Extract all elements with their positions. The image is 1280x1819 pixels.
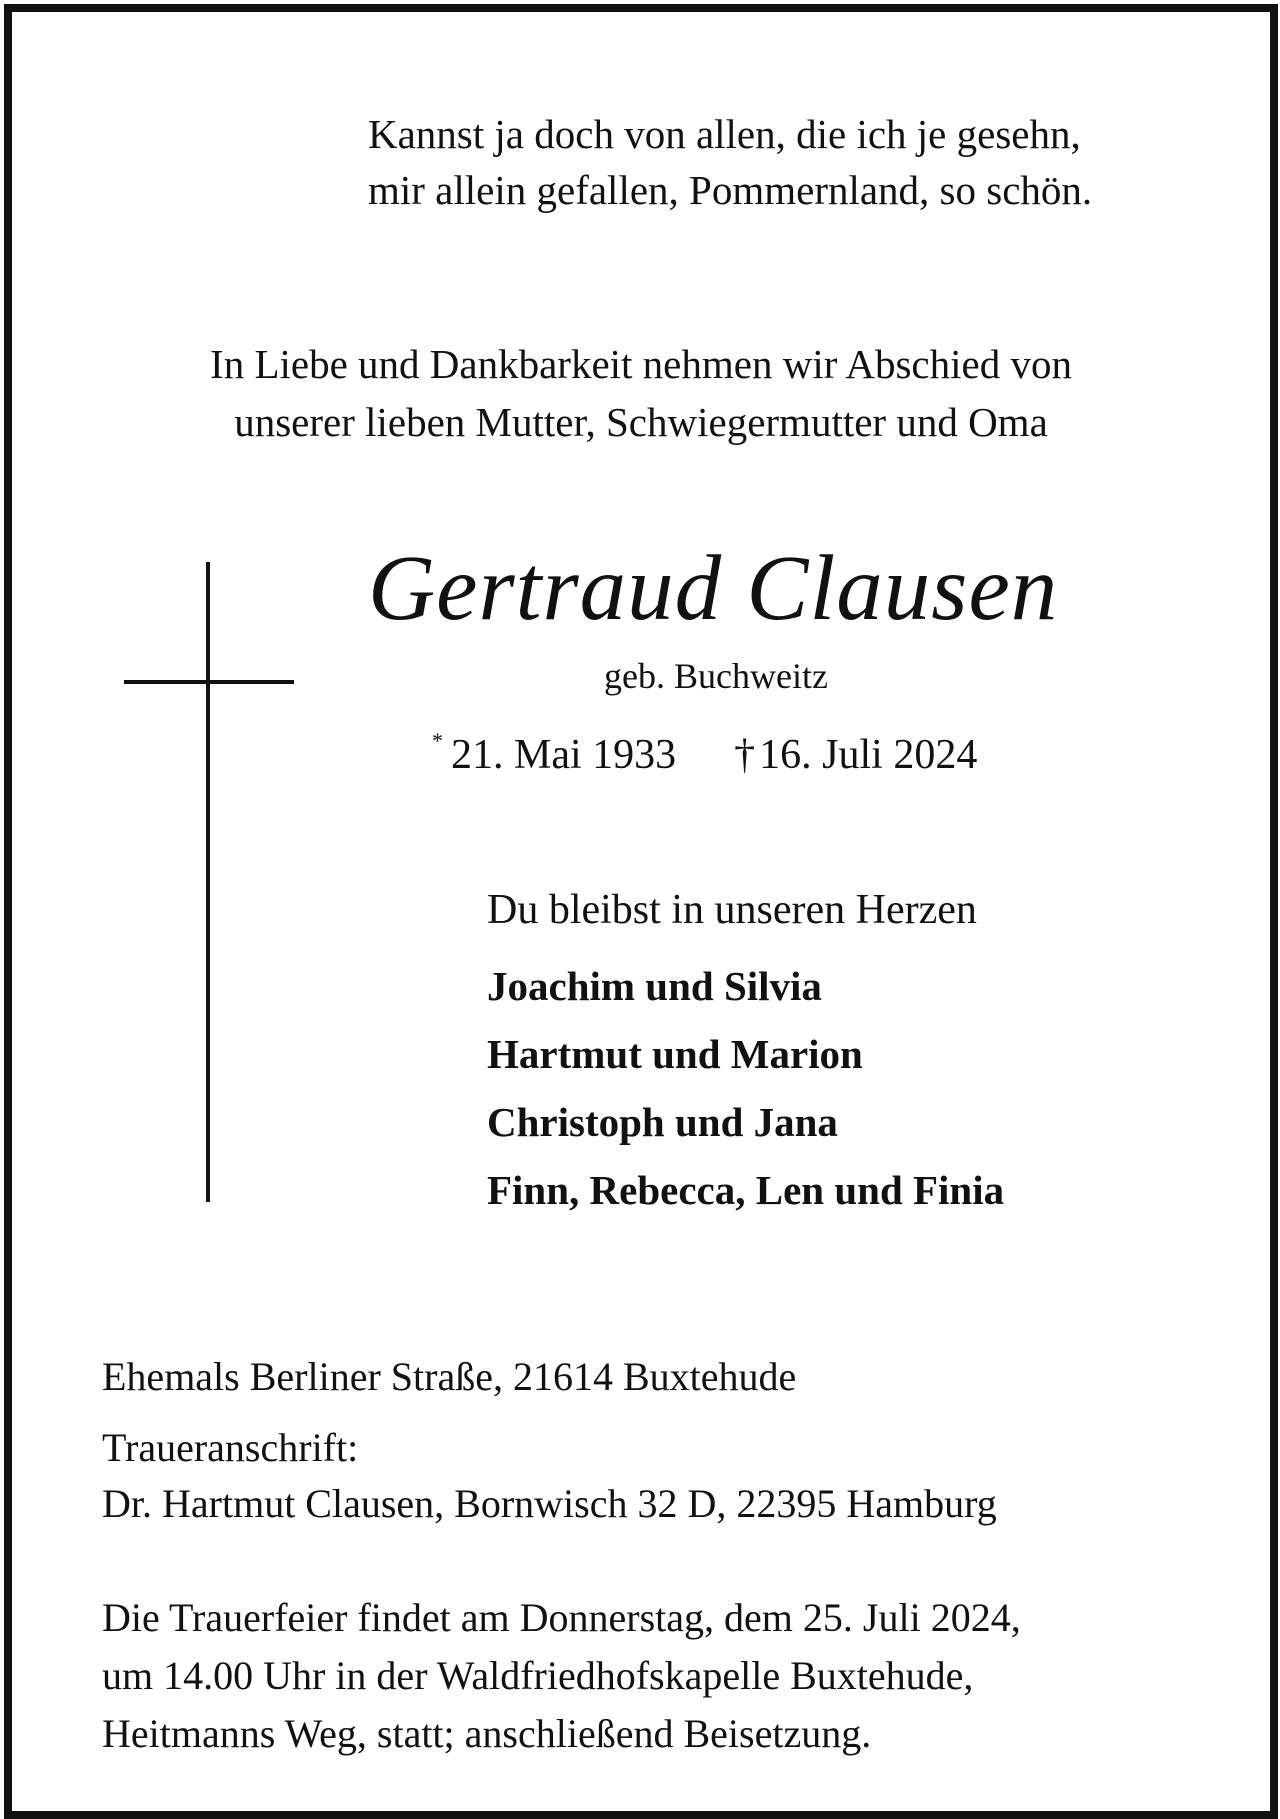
family-member: Hartmut und Marion — [487, 1031, 863, 1077]
birth-star-icon: * — [432, 728, 443, 753]
deceased-name: Gertraud Clausen — [368, 537, 1059, 640]
family-member: Finn, Rebecca, Len und Finia — [487, 1167, 1005, 1213]
maiden-name: geb. Buchweitz — [604, 656, 828, 696]
cross-icon-beam — [124, 680, 294, 684]
life-dates — [432, 728, 978, 778]
death-date: 16. Juli 2024 — [759, 732, 978, 778]
intro-line-2: unserer lieben Mutter, Schwiegermutter und Oma — [234, 399, 1048, 445]
obituary-notice — [4, 4, 1278, 1819]
service-line-3: Heitmanns Weg, statt; anschließend Beisetzung. — [102, 1711, 872, 1756]
cross-icon — [206, 562, 210, 1202]
intro-line-1: In Liebe und Dankbarkeit nehmen wir Abschied von — [210, 341, 1072, 387]
quote-line-2: mir allein gefallen, Pommernland, so schön. — [368, 167, 1093, 213]
quote-line-1: Kannst ja doch von allen, die ich je gesehn, — [368, 111, 1081, 157]
service-line-2: um 14.00 Uhr in der Waldfriedhofskapelle Buxtehude, — [102, 1653, 974, 1698]
death-dagger-icon: † — [734, 732, 756, 778]
remembrance-text: Du bleibst in unseren Herzen — [487, 887, 977, 933]
mourning-address-label: Traueranschrift: — [102, 1425, 359, 1470]
former-address: Ehemals Berliner Straße, 21614 Buxtehude — [102, 1354, 797, 1399]
birth-date: 21. Mai 1933 — [451, 732, 677, 778]
mourning-address: Dr. Hartmut Clausen, Bornwisch 32 D, 22395 Hamburg — [102, 1481, 997, 1526]
service-line-1: Die Trauerfeier findet am Donnerstag, dem 25. Juli 2024, — [102, 1595, 1021, 1640]
family-member: Christoph und Jana — [487, 1099, 838, 1145]
family-member: Joachim und Silvia — [487, 963, 822, 1009]
